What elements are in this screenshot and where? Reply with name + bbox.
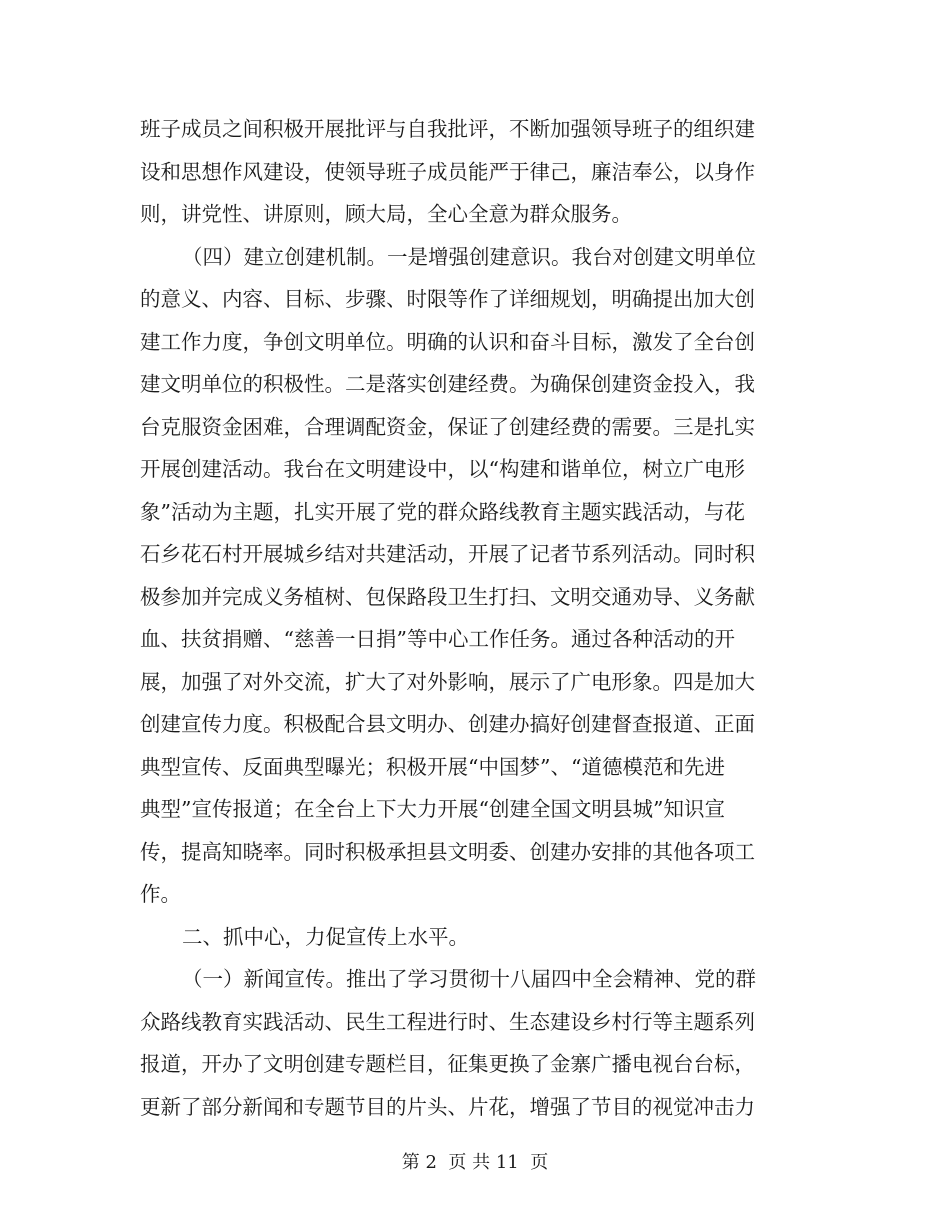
text-line: 典型宣传、反面典型曝光；积极开展“中国梦”、“道德模范和先进 <box>140 754 725 779</box>
text-line: 传，提高知晓率。同时积极承担县文明委、创建办安排的其他各项工 <box>140 839 755 864</box>
body-text <box>140 108 770 1128</box>
text-line: 班子成员之间积极开展批评与自我批评，不断加强领导班子的组织建 <box>140 117 755 141</box>
section-heading: 二、抓中心，力促宣传上水平。 <box>182 924 469 949</box>
text-line: 作。 <box>140 882 181 906</box>
text-line: 台克服资金困难，合理调配资金，保证了创建经费的需要。三是扎实 <box>140 414 755 439</box>
page-number-footer: 第 2 页 共 11 页 <box>401 1152 549 1173</box>
text-line: 血、扶贫捐赠、“慈善一日捐”等中心工作任务。通过各种活动的开 <box>140 627 735 651</box>
text-line: 建工作力度，争创文明单位。明确的认识和奋斗目标，激发了全台创 <box>140 329 755 354</box>
text-line: 建文明单位的积极性。二是落实创建经费。为确保创建资金投入，我 <box>140 372 755 396</box>
text-line: 极参加并完成义务植树、包保路段卫生打扫、文明交通劝导、义务献 <box>140 584 755 609</box>
text-line: （一）新闻宣传。推出了学习贯彻十八届四中全会精神、党的群 <box>182 967 756 991</box>
text-line: 创建宣传力度。积极配合县文明办、创建办搞好创建督查报道、正面 <box>140 712 755 736</box>
text-line: 报道，开办了文明创建专题栏目，征集更换了金寨广播电视台台标， <box>140 1052 755 1076</box>
text-line: （四）建立创建机制。一是增强创建意识。我台对创建文明单位 <box>182 244 756 269</box>
text-line: 则，讲党性、讲原则，顾大局，全心全意为群众服务。 <box>140 202 632 226</box>
text-line: 设和思想作风建设，使领导班子成员能严于律己，廉洁奉公，以身作 <box>140 159 755 184</box>
text-line: 石乡花石村开展城乡结对共建活动，开展了记者节系列活动。同时积 <box>140 542 755 566</box>
text-line: 象”活动为主题，扎实开展了党的群众路线教育主题实践活动，与花 <box>140 499 745 524</box>
text-line: 的意义、内容、目标、步骤、时限等作了详细规划，明确提出加大创 <box>140 287 755 311</box>
text-line: 开展创建活动。我台在文明建设中，以“构建和谐单位，树立广电形 <box>140 457 745 481</box>
text-line: 展，加强了对外交流，扩大了对外影响，展示了广电形象。四是加大 <box>140 669 755 694</box>
text-line: 典型”宣传报道；在全台上下大力开展“创建全国文明县城”知识宣 <box>140 797 725 821</box>
text-line: 众路线教育实践活动、民生工程进行时、生态建设乡村行等主题系列 <box>140 1009 755 1034</box>
text-line: 更新了部分新闻和专题节目的片头、片花，增强了节目的视觉冲击力 <box>140 1094 755 1119</box>
